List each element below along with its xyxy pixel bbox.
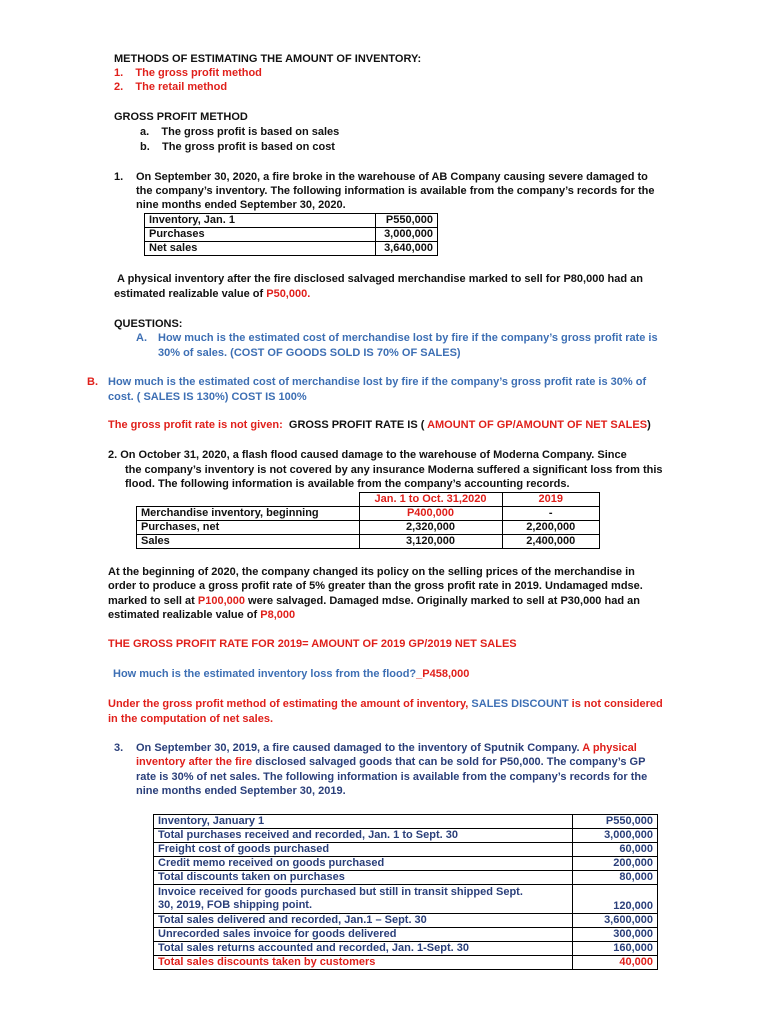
table-cell-value: 200,000 xyxy=(573,857,658,871)
table-row xyxy=(145,214,438,228)
table-cell-value: 40,000 xyxy=(573,956,658,970)
table-header-2020: Jan. 1 to Oct. 31,2020 xyxy=(359,493,502,507)
problem-2-line3: flood. The following information is available from the company’s accounting records. xyxy=(125,478,570,490)
question-a-line2: 30% of sales. (COST OF GOODS SOLD IS 70% OF SALES) xyxy=(158,347,461,359)
table-cell-label: Total discounts taken on purchases xyxy=(154,871,573,885)
table-row xyxy=(145,242,438,256)
table-cell-value: 300,000 xyxy=(573,928,658,942)
problem-2-question: How much is the estimated inventory loss from the flood?_P458,000 xyxy=(113,668,470,680)
table-cell-value: 3,000,000 xyxy=(573,829,658,843)
problem-2-para-line4: estimated realizable value of P8,000 xyxy=(108,609,296,621)
table-row xyxy=(154,829,658,843)
table-cell-label: Unrecorded sales invoice for goods delivered xyxy=(154,928,573,942)
table-row xyxy=(154,857,658,871)
gp-basis-a: a. The gross profit is based on sales xyxy=(140,126,340,138)
problem-1-line3: nine months ended September 30, 2020. xyxy=(136,199,346,211)
questions-label: QUESTIONS: xyxy=(114,318,183,330)
table-cell-value: 3,000,000 xyxy=(376,228,438,242)
table-row xyxy=(154,942,658,956)
table-cell-label: Total sales discounts taken by customers xyxy=(154,956,573,970)
gp-method-heading: GROSS PROFIT METHOD xyxy=(114,111,248,123)
table-cell-value: 2,200,000 xyxy=(502,521,600,535)
problem-1-line1: On September 30, 2020, a fire broke in the warehouse of AB Company causing severe damaged to xyxy=(136,171,648,183)
problem-3-line3: rate is 30% of net sales. The following information is available from the company’s records for the xyxy=(136,771,648,783)
method-item-2: 2. The retail method xyxy=(114,81,228,93)
table-cell-label xyxy=(154,885,573,914)
table-row xyxy=(154,956,658,970)
table-header-row xyxy=(137,493,600,507)
table-cell-label: Purchases, net xyxy=(137,521,360,535)
table-cell-value: P400,000 xyxy=(359,507,502,521)
problem-1-note-line1: A physical inventory after the fire disclosed salvaged merchandise marked to sell for P80,000 had an xyxy=(117,273,643,285)
problem-3-line2: inventory after the fire disclosed salvaged goods that can be sold for P50,000. The company’s GP xyxy=(136,756,646,768)
gp-rate-2019-formula: THE GROSS PROFIT RATE FOR 2019= AMOUNT OF 2019 GP/2019 NET SALES xyxy=(108,638,517,650)
table-cell-value: P550,000 xyxy=(573,815,658,829)
table-row xyxy=(137,535,600,549)
problem-2-line2: the company’s inventory is not covered by any insurance Moderna suffered a significant loss from this xyxy=(125,464,663,476)
table-row xyxy=(154,914,658,928)
sales-discount-note-line2: in the computation of net sales. xyxy=(108,713,274,725)
problem-3-line1: On September 30, 2019, a fire caused damaged to the inventory of Sputnik Company. A physical xyxy=(136,742,637,754)
question-b-line1: How much is the estimated cost of merchandise lost by fire if the company’s gross profit rate is 30% of xyxy=(108,376,647,388)
table-cell-label: Total sales returns accounted and recorded, Jan. 1-Sept. 30 xyxy=(154,942,573,956)
table-row xyxy=(137,507,600,521)
table-row xyxy=(154,815,658,829)
table-cell-value: 60,000 xyxy=(573,843,658,857)
table-cell-value: 3,600,000 xyxy=(573,914,658,928)
table-cell-label: Freight cost of goods purchased xyxy=(154,843,573,857)
table-row xyxy=(145,228,438,242)
sales-discount-note-line1: Under the gross profit method of estimating the amount of inventory, SALES DISCOUNT is not considered xyxy=(108,698,663,710)
table-row xyxy=(154,928,658,942)
method-item-1: 1. The gross profit method xyxy=(114,67,262,79)
table-cell-label: Credit memo received on goods purchased xyxy=(154,857,573,871)
table-row xyxy=(154,843,658,857)
problem-2-para-line1: At the beginning of 2020, the company changed its policy on the selling prices of the merchandise in xyxy=(108,566,635,578)
table-row xyxy=(137,521,600,535)
table-row xyxy=(154,871,658,885)
table-row xyxy=(154,885,658,914)
gp-basis-b: b. The gross profit is based on cost xyxy=(140,141,335,153)
table-cell-label-line1: Invoice received for goods purchased but still in transit shipped Sept. xyxy=(158,886,523,898)
table-cell-label: Merchandise inventory, beginning xyxy=(137,507,360,521)
table-cell-value: - xyxy=(502,507,600,521)
problem-3-number: 3. xyxy=(114,742,124,754)
table-cell-label: Inventory, January 1 xyxy=(154,815,573,829)
table-cell-label: Sales xyxy=(137,535,360,549)
table-cell-value: 3,120,000 xyxy=(359,535,502,549)
table-cell-value: 160,000 xyxy=(573,942,658,956)
gp-rate-not-given: The gross profit rate is not given: GROSS PROFIT RATE IS ( AMOUNT OF GP/AMOUNT OF NET SALES) xyxy=(108,419,651,431)
problem-1-note-line2: estimated realizable value of P50,000. xyxy=(114,288,311,300)
problem-1-table xyxy=(144,213,438,256)
table-cell-value: 120,000 xyxy=(573,885,658,914)
table-cell-label: Net sales xyxy=(145,242,376,256)
table-cell-value: 3,640,000 xyxy=(376,242,438,256)
question-a-letter: A. xyxy=(136,332,147,344)
problem-2-line1: 2. On October 31, 2020, a flash flood caused damage to the warehouse of Moderna Company. Since xyxy=(108,449,627,461)
question-b-letter: B. xyxy=(87,376,98,388)
problem-3-table xyxy=(153,814,658,970)
problem-1-line2: the company’s inventory. The following information is available from the company’s records for the xyxy=(136,185,655,197)
problem-2-table xyxy=(136,492,600,549)
page-title: METHODS OF ESTIMATING THE AMOUNT OF INVENTORY: xyxy=(114,53,422,65)
problem-2-para-line2: order to produce a gross profit rate of 5% greater than the gross profit rate in 2019. Undamaged mdse. xyxy=(108,580,643,592)
problem-3-line4: nine months ended September 30, 2019. xyxy=(136,785,346,797)
table-cell-label-line2: 30, 2019, FOB shipping point. xyxy=(158,899,313,911)
table-header-2019: 2019 xyxy=(502,493,600,507)
problem-1-number: 1. xyxy=(114,171,124,183)
table-cell-label: Inventory, Jan. 1 xyxy=(145,214,376,228)
problem-2-para-line3: marked to sell at P100,000 were salvaged. Damaged mdse. Originally marked to sell at P30,000 had an xyxy=(108,595,640,607)
question-b-line2: cost. ( SALES IS 130%) COST IS 100% xyxy=(108,391,307,403)
table-cell-value: 2,400,000 xyxy=(502,535,600,549)
question-a-line1: How much is the estimated cost of merchandise lost by fire if the company’s gross profit rate is xyxy=(158,332,658,344)
table-cell-value: 80,000 xyxy=(573,871,658,885)
table-cell-value: P550,000 xyxy=(376,214,438,228)
table-cell-label: Total sales delivered and recorded, Jan.1 – Sept. 30 xyxy=(154,914,573,928)
table-cell-label: Purchases xyxy=(145,228,376,242)
table-cell-label: Total purchases received and recorded, Jan. 1 to Sept. 30 xyxy=(154,829,573,843)
table-cell-value: 2,320,000 xyxy=(359,521,502,535)
table-header-blank xyxy=(137,493,360,507)
